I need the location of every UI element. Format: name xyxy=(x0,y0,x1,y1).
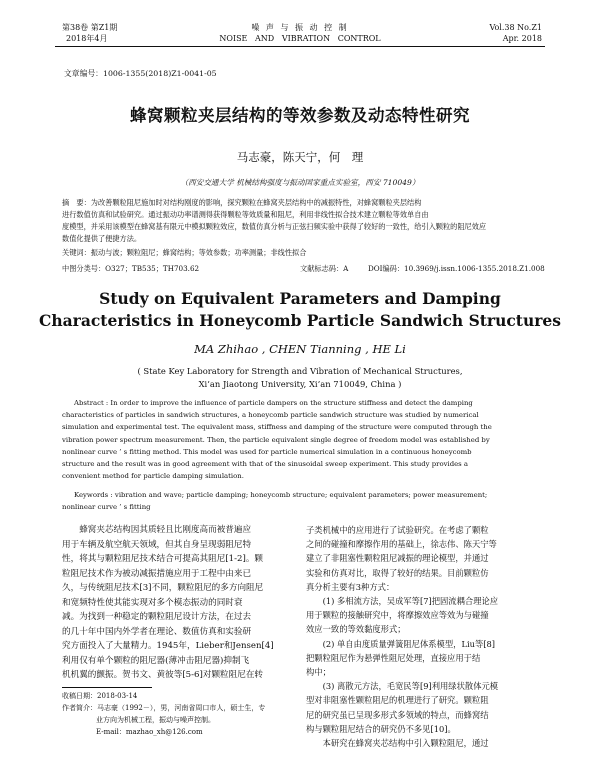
en-keywords-line2: nonlinear curve ’ s fitting xyxy=(62,503,151,512)
en-affiliation xyxy=(0,365,600,391)
en-keywords-line1: Keywords : vibration and wave; particle damping; honeycomb structure; equivalent parameters; power measurement; xyxy=(74,491,488,499)
body-line: 用于车辆及航空航天领域，但其自身呈现弱阻尼特 xyxy=(62,539,252,550)
body-line: 利用仅有单个颗粒的阻尼器(薄冲击阻尼器)抑制飞 xyxy=(62,655,250,666)
en-abstract-line: characteristics of particles in sandwich structures, a honeycomb particle sandwich structure was studied by numerical xyxy=(62,411,479,420)
body-left-column xyxy=(62,523,294,683)
en-authors: MA Zhihao , CHEN Tianning , HE Li xyxy=(194,342,406,356)
footnote-rule xyxy=(62,687,152,688)
en-abstract-line: simulation and experimental test. The equivalent mass, stiffness and damping of the structure were computed through the xyxy=(62,423,492,432)
cn-keywords: 关键词：振动与波；颗粒阻尼；蜂窝结构；等效参数；功率测量；非线性拟合 xyxy=(62,248,307,257)
footnote xyxy=(62,690,294,738)
volume-cn: 第38卷 第Z1期 xyxy=(62,23,118,32)
header-right xyxy=(489,22,542,44)
body-line: 尼的研究虽已呈现多形式多领域的特点，而蜂窝结 xyxy=(306,709,489,720)
en-keywords xyxy=(62,489,538,513)
body-line: (1) 多相流方法，吴成军等[7]把固流耦合理论应 xyxy=(306,596,499,607)
body-line: 本研究在蜂窝夹芯结构中引入颗粒阻尼，通过 xyxy=(306,738,489,749)
en-title xyxy=(0,288,600,332)
en-abstract-line: vibration power spectrum measurement. Then, the particle equivalent single degree of freedom model was established by xyxy=(62,435,490,444)
article-number: 文章编号：1006-1355(2018)Z1-0041-05 xyxy=(64,69,217,78)
cn-doi: DOI编码：10.3969/j.issn.1006-1355.2018.Z1.008 xyxy=(368,264,545,273)
author-email: E-mail：mazhao_xh@126.com xyxy=(96,728,203,736)
body-right-column xyxy=(306,523,540,750)
cn-doc-code: 文献标志码：A xyxy=(300,264,349,273)
body-line: 子类机械中的应用进行了试验研究。在考虑了颗粒 xyxy=(306,525,489,535)
header-rule xyxy=(55,46,545,47)
body-line: (3) 离散元方法，毛宽民等[9]利用绿状散体元模 xyxy=(306,681,499,692)
en-abstract-line: structure and the result was in good agreement with that of the sinusoidal sweep experiment. This study provides a xyxy=(62,460,469,469)
en-affiliation-line2: Xi’an Jiaotong University, Xi’an 710049, China ) xyxy=(198,379,402,389)
body-line: 把颗粒阻尼作为悬弹性阻尼处理，直接应用于结 xyxy=(306,652,481,663)
body-line: 构与颗粒阻尼结合的研究仍不多见[10]。 xyxy=(306,723,456,734)
body-line: 型对非阻塞性颗粒阻尼的机理进行了研究。颗粒阻 xyxy=(306,695,489,706)
author-bio-line2: 业方向为机械工程，振动与噪声控制。 xyxy=(96,716,215,724)
body-line: 久，与传统阻尼技术[3]不同，颗粒阻尼的多方向阻尼 xyxy=(62,583,264,593)
journal-en: NOISE AND VIBRATION CONTROL xyxy=(219,34,381,43)
body-line: 粒阻尼技术作为被动减振措施应用于工程中由来已 xyxy=(62,568,252,579)
body-line: 的几十年中国内外学者在理论、数值仿真和实验研 xyxy=(62,626,252,637)
en-title-line1: Study on Equivalent Parameters and Damping xyxy=(99,289,501,308)
en-affiliation-line1: ( State Key Laboratory for Strength and Vibration of Mechanical Structures, xyxy=(137,366,463,376)
body-line: 机机翼的颤振。贺书文、黄彼等[5-6]对颗粒阻尼在转 xyxy=(62,670,264,680)
body-line: 性，将其与颗粒阻尼技术结合可提高其阻尼[1-2]。颗 xyxy=(62,554,264,564)
body-line: 减。为找到一种稳定的颗粒阻尼设计方法，在过去 xyxy=(62,612,252,622)
journal-cn: 噪 声 与 振 动 控 制 xyxy=(251,23,349,32)
body-line: 蜂窝夹芯结构因其质轻且比刚度高而被普遍应 xyxy=(62,525,252,535)
author-bio-line1: 作者简介：马志豪（1992－），男，河南省周口市人，硕士生，专 xyxy=(62,704,266,712)
en-title-line2: Characteristics in Honeycomb Particle Sandwich Structures xyxy=(39,311,561,330)
en-abstract-line: convenient method for particle damping simulation. xyxy=(62,472,244,481)
body-line: 之间的碰撞和摩擦作用的基础上，徐志伟、陈天宁等 xyxy=(306,539,497,550)
cn-classification: 中图分类号：O327；TB535；TH703.62 xyxy=(62,264,200,273)
cn-abstract-line: 摘 要：为改善颗粒阻尼施加时对结构刚度的影响，探究颗粒在蜂窝夹层结构中的减振特性，对蜂窝颗粒夹层结构 xyxy=(62,198,422,207)
cn-abstract-line: 数值化提供了便捷方法。 xyxy=(62,234,142,243)
en-abstract-line: nonlinear curve ’ s fitting method. This model was used for particle numerical simulation in a continuous honeycomb xyxy=(62,447,472,456)
body-line: 和宽频特性使其能实现对多个模态振动的同时衰 xyxy=(62,597,243,608)
cn-title: 蜂窝颗粒夹层结构的等效参数及动态特性研究 xyxy=(130,106,470,125)
body-line: 真分析主要有3种方式： xyxy=(306,581,395,592)
body-line: 构中； xyxy=(306,667,331,678)
volume-en: Vol.38 No.Z1 xyxy=(489,23,542,32)
cn-abstract xyxy=(62,197,538,245)
cn-abstract-line: 度模型，并采用该模型在蜂窝基有限元中模拟颗粒效应，数值仿真分析与正弦扫频实验中获得了较好的一致性，给引入颗粒的阻尼效应 xyxy=(62,222,487,231)
body-line: 实验和仿真对比，取得了较好的结果。目前颗粒仿 xyxy=(306,567,489,578)
cn-authors: 马志豪，陈天宁，何 理 xyxy=(236,150,364,164)
body-line: 用于颗粒的接触研究中，将摩擦效应等效为与碰撞 xyxy=(306,610,489,621)
body-line: (2) 单自由度质量弹簧阻尼体系模型，Liu等[8] xyxy=(306,638,495,649)
body-line: 建立了非阻塞性颗粒阻尼减振的理论模型，并通过 xyxy=(306,553,489,564)
en-abstract xyxy=(62,397,538,482)
date-cn: 2018年4月 xyxy=(66,34,108,43)
date-en: Apr. 2018 xyxy=(502,34,542,43)
cn-abstract-line: 进行数值仿真和试验研究。通过振动功率谱测得获得颗粒等效质量和阻尼，利用非线性拟合技术建立颗粒等效单自由 xyxy=(62,210,429,219)
en-abstract-line: Abstract : In order to improve the influence of particle dampers on the structure stiffness and detect the damping xyxy=(74,399,473,407)
received-date: 收稿日期：2018-03-14 xyxy=(62,692,138,700)
body-line: 效应一致的等效黏度形式； xyxy=(306,624,406,635)
cn-affiliation: （西安交通大学 机械结构强度与振动国家重点实验室，西安 710049） xyxy=(180,178,420,187)
body-line: 究方面投入了大量精力。1945年，Lieber和Jensen[4] xyxy=(62,641,274,651)
